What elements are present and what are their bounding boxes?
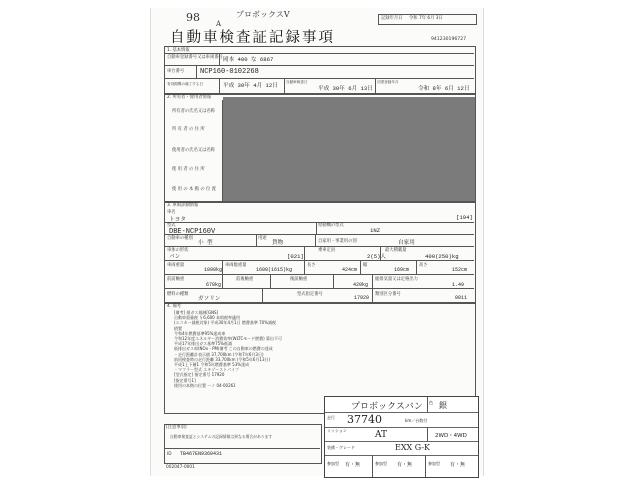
expiry-value: 令和 8年 6月 12日: [418, 85, 470, 92]
notice-text: 自動車検査証とシステムの記録情報は異なる場合があります: [170, 434, 273, 439]
weight-label: 車両重量: [167, 263, 185, 268]
displacement-value: 1.49: [452, 282, 465, 288]
fuel-value: ガソリン: [198, 295, 221, 302]
notice-box: [164, 424, 322, 464]
user-address-label: 使 用 者 の 住 所: [172, 167, 205, 172]
id-value: TB467EN9360431: [180, 451, 223, 457]
serial-number: 941230196727: [431, 37, 467, 42]
first-reg-label: 有効期間の満了する日: [167, 82, 203, 86]
sticker-option-1-label: 参加型: [327, 461, 339, 466]
rear-axle-value: 420kg: [353, 282, 369, 288]
section-3-heading: 3. 車両詳細情報: [167, 203, 199, 208]
max-load-value: 400(250)kg: [425, 253, 459, 260]
length-value: 424cm: [342, 267, 358, 273]
remark-line: 平成1上下層1 令和5年燃費基準 53%達成: [174, 362, 250, 368]
designation-label: 型式指定番号: [297, 292, 323, 297]
user-name-label: 使用者の氏名又は名称: [172, 148, 215, 153]
handwritten-number: 98: [186, 11, 200, 24]
maker-value: トヨタ: [169, 216, 186, 223]
sticker-option-2-label: 参加型: [375, 461, 387, 466]
private-label: 自家用・事業用の別: [318, 239, 357, 244]
front-axle-label: 前前軸重: [167, 277, 185, 282]
width-value: 169cm: [394, 267, 410, 273]
height-label: 高さ: [419, 263, 428, 268]
remark-line: 措置: [174, 325, 182, 331]
expiry-label: 初度登録年月: [377, 80, 399, 84]
body-shape-label: 車体の形状: [167, 248, 189, 253]
remark-line: 平成17年排出ガス基準75%低減: [174, 341, 232, 347]
private-value: 自家用: [398, 239, 415, 246]
redacted-owner-block: [223, 97, 475, 202]
plate-value: 岡本 400 な 6867: [223, 56, 274, 63]
sticker-model-name: プロボックスバン: [351, 402, 423, 412]
sticker-option-1-value: 有・無: [345, 462, 361, 468]
remarks-lines: [174, 310, 324, 388]
fuel-label: 燃料の種類: [167, 292, 189, 297]
form-code: 002047-0001: [166, 465, 195, 470]
sticker-drive-value: 2WD・4WD: [435, 433, 467, 439]
sticker-mileage-unit: km／台数付: [405, 418, 428, 423]
front-axle-value: 670kg: [206, 282, 222, 288]
displacement-label: 総排気量又は定格出力: [375, 277, 418, 282]
plate-label: 自動車登録番号又は車両番号: [167, 55, 223, 60]
height-value: 152cm: [452, 267, 468, 273]
vehicle-sticker-card: [324, 396, 479, 478]
sticker-option-3-value: 有・無: [450, 462, 466, 468]
designation-value: 17920: [354, 295, 370, 301]
first-reg-value: 平成 30年 4月 12日: [223, 82, 278, 89]
section-2-heading: 2. 所有者・使用者情報: [167, 95, 212, 100]
use-value: 貨物: [272, 239, 284, 246]
remark-line: 令和12年度エネルギー消費効率(WLTCモード燃費) 算出不可: [174, 336, 282, 342]
notice-heading: [注意事項]: [166, 425, 187, 430]
max-load-label: 最大積載量: [385, 248, 407, 253]
rear-front-axle-label: 後前軸重: [290, 277, 308, 282]
model-label: 型式: [167, 223, 176, 228]
sticker-color-value: 銀: [439, 401, 447, 410]
sticker-transmission-label: ミッション: [327, 428, 347, 433]
maker-code: [194]: [456, 214, 473, 221]
remark-line: 前回検査時の走行距離 33,700km (令和5年6月13日): [174, 356, 271, 362]
category-label: 類別区分番号: [375, 292, 401, 297]
sticker-option-2-value: 有・無: [397, 462, 413, 468]
sticker-mileage-value: 37740: [347, 413, 382, 426]
remark-line: ・走行距離計表示値 37,700km (令和7年6月3日): [174, 351, 264, 357]
gross-weight-label: 車両総重量: [225, 263, 247, 268]
vin-value: NCP160-0102268: [200, 68, 259, 76]
body-shape-code: [021]: [287, 253, 304, 260]
handwritten-letter: A: [216, 20, 222, 28]
remark-line: [型式指定] 指定番号 17920: [174, 372, 225, 378]
length-label: 長さ: [307, 263, 316, 268]
sticker-mileage-label: 走行: [327, 415, 335, 420]
remark-line: [備考] 排ガス規制[GNS]: [174, 310, 219, 315]
sticker-grade-value: EXX G-K: [395, 443, 430, 452]
owner-name-label: 所有者の氏名又は名称: [172, 109, 215, 114]
engine-value: 1NZ: [370, 227, 381, 234]
remark-line: (エコカー減税対象) 平成30年4月1日 燃費基準 70%減税: [174, 320, 277, 326]
remark-line: ・マフラー型式 エキゾーストパイプ: [174, 367, 239, 373]
gross-weight-value: 1600(1615)kg: [256, 267, 293, 273]
section-1-heading: 1. 基本情報: [167, 48, 190, 53]
inspection-date-label: 自動車検査日: [286, 80, 308, 84]
remark-line: [指定番号1]: [174, 377, 196, 383]
id-label: ID: [167, 452, 172, 457]
vehicle-type-value: 小 型: [198, 239, 213, 246]
capacity-value: 2(5)人: [367, 253, 387, 260]
vin-label: 車台番号: [167, 69, 185, 74]
remark-line: 令和4年燃費基準95%達成車: [174, 330, 226, 336]
inspection-date-value: 平成 30年 6月 13日: [318, 85, 373, 92]
handwritten-model-name: プロボックスV: [236, 10, 290, 19]
remark-line: 自動車重量税 ￥6,600 本則税率適用: [174, 315, 240, 321]
remark-line: 低排出ガス車(NOx・PM)備考 この自動車の燃費の達成: [174, 346, 273, 352]
body-shape-value: バン: [169, 253, 181, 260]
record-date-label: 記録年月日: [381, 16, 403, 21]
page-title: 自動車検査証記録事項: [170, 30, 335, 46]
sticker-option-3-label: 参加型: [428, 461, 440, 466]
sticker-grade-label: 装備・グレード: [327, 445, 355, 450]
base-location-label: 使 用 の 本 拠 の 位 置: [172, 187, 216, 192]
model-value: DBE-NCP160V: [169, 228, 216, 236]
weight-value: 1090kg: [204, 267, 223, 273]
owner-address-label: 所 有 者 の 住 所: [172, 127, 205, 132]
engine-label: 原動機の型式: [318, 223, 344, 228]
sticker-color-label: 色: [429, 400, 433, 405]
record-date-value: 令和 7年 6月 3日: [409, 16, 443, 21]
section-4-heading: 4. 備考: [167, 304, 182, 309]
sticker-transmission-value: AT: [375, 430, 388, 440]
front-rear-axle-label: 前後軸重: [236, 277, 254, 282]
use-label: 用途: [258, 236, 267, 241]
remark-line: 使用の本拠の位置 ーノ 04-00261: [174, 382, 236, 388]
capacity-label: 乗車定員: [318, 248, 336, 253]
vehicle-type-label: 自動車の種別: [167, 236, 193, 241]
width-label: 幅: [363, 263, 368, 268]
maker-label: 車名: [167, 210, 176, 215]
category-value: 0011: [455, 295, 468, 301]
